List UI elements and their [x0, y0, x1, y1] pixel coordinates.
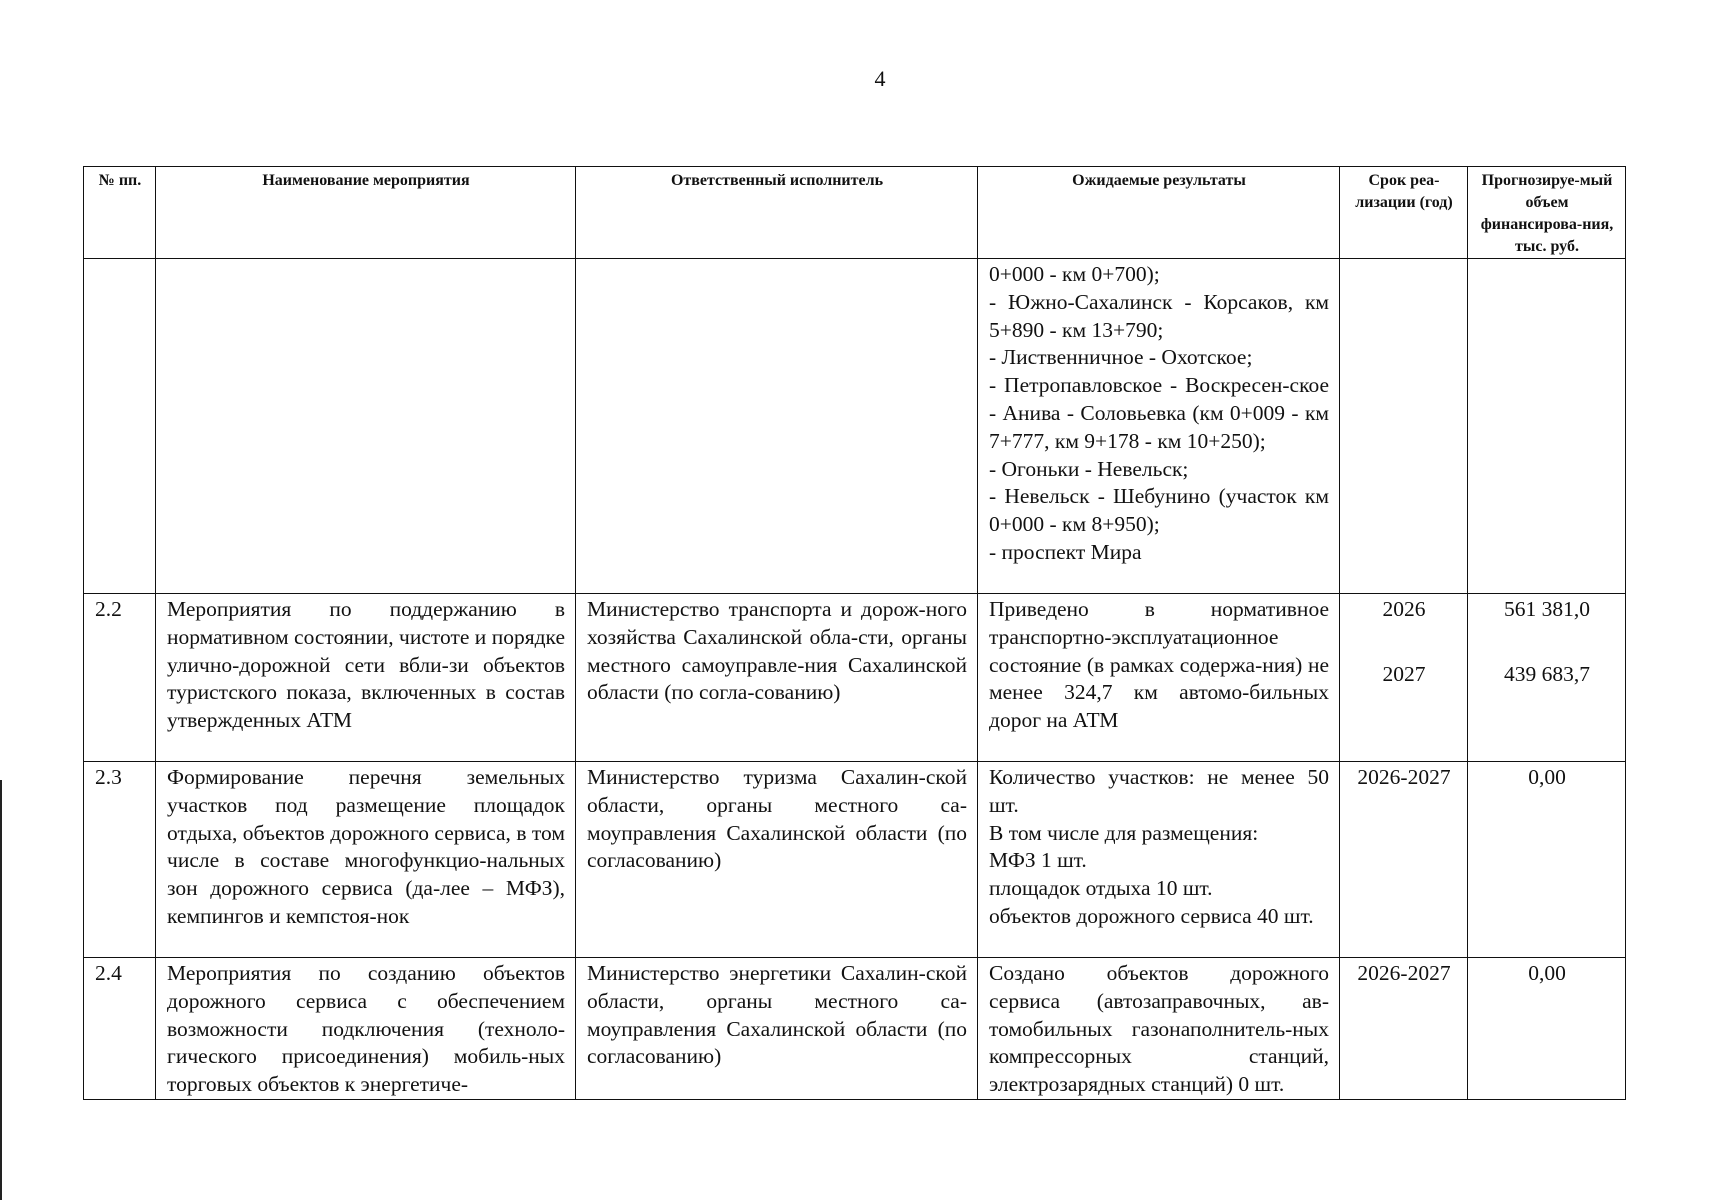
- cell-expected-results: [978, 762, 1340, 958]
- activities-table: [83, 166, 1626, 1100]
- table-row: [84, 259, 1626, 594]
- header-number: № пп.: [84, 167, 156, 259]
- cell-number: 2.3: [84, 762, 156, 958]
- cell-funding: [1468, 259, 1626, 594]
- cell-executor: Министерство туризма Сахалин-ской области, органы местного са-моуправления Сахалинской области (по согласованию): [576, 762, 978, 958]
- header-implementation-period: Срок реа-лизации (год): [1340, 167, 1468, 259]
- period-value: 2026: [1382, 597, 1426, 621]
- cell-activity-name: Мероприятия по созданию объектов дорожного сервиса с обеспечением возможности подключения (техноло-гического присоединения) мобиль-ных торговых объектов к энергетиче-: [156, 958, 576, 1100]
- scan-edge-line: [0, 780, 2, 1200]
- cell-period: [1340, 259, 1468, 594]
- cell-period: 2026-2027: [1340, 762, 1468, 958]
- table-row: [84, 594, 1626, 762]
- cell-period: [1340, 594, 1468, 762]
- result-line: объектов дорожного сервиса 40 шт.: [989, 903, 1314, 928]
- funding-value: 439 683,7: [1504, 661, 1590, 686]
- cell-funding: 0,00: [1468, 958, 1626, 1100]
- result-line: В том числе для размещения:: [989, 820, 1259, 845]
- cell-expected-results: [978, 259, 1340, 594]
- result-line: - Лиственничное - Охотское;: [989, 345, 1253, 370]
- result-line: - Невельск - Шебунино (участок км 0+000 - км 8+950);: [989, 484, 1329, 537]
- result-line: - Южно-Сахалинск - Корсаков, км 5+890 - км 13+790;: [989, 289, 1329, 342]
- header-activity-name: Наименование мероприятия: [156, 167, 576, 259]
- header-funding: Прогнозируе-мый объем финансирова-ния, тыс. руб.: [1468, 167, 1626, 259]
- result-line: - проспект Мира: [989, 539, 1142, 564]
- cell-activity-name: Формирование перечня земельных участков под размещение площадок отдыха, объектов дорожного сервиса, в том числе в составе многофункцио-нальных зон дорожного сервиса (да-лее – МФЗ), кемпингов и кемпстоя-нок: [156, 762, 576, 958]
- period-value: 2027: [1382, 661, 1426, 686]
- cell-activity-name: [156, 259, 576, 594]
- cell-expected-results: Создано объектов дорожного сервиса (автозаправочных, ав-томобильных газонаполнитель-ных компрессорных станций, электрозарядных станций) 0 шт.: [978, 958, 1340, 1100]
- cell-number: 2.4: [84, 958, 156, 1100]
- table-row: [84, 762, 1626, 958]
- cell-funding: [1468, 594, 1626, 762]
- cell-expected-results: Приведено в нормативное транспортно-эксплуатационное состояние (в рамках содержа-ния) не менее 324,7 км автомо-бильных дорог на АТМ: [978, 594, 1340, 762]
- cell-activity-name: Мероприятия по поддержанию в нормативном состоянии, чистоте и порядке улично-дорожной сети вбли-зи объектов туристского показа, включенных в состав утвержденных АТМ: [156, 594, 576, 762]
- header-expected-results: Ожидаемые результаты: [978, 167, 1340, 259]
- cell-funding: 0,00: [1468, 762, 1626, 958]
- result-line: - Огоньки - Невельск;: [989, 456, 1189, 481]
- result-line: - Петропавловское - Воскресен-ское - Анива - Соловьевка (км 0+009 - км 7+777, км 9+178 - км 10+250);: [989, 373, 1329, 453]
- page-number: 4: [874, 66, 886, 91]
- result-line: площадок отдыха 10 шт.: [989, 876, 1213, 901]
- cell-executor: Министерство транспорта и дорож-ного хозяйства Сахалинской обла-сти, органы местного самоуправле-ния Сахалинской области (по согла-сованию): [576, 594, 978, 762]
- table-header-row: [84, 167, 1626, 259]
- table-row: [84, 958, 1626, 1100]
- cell-executor: [576, 259, 978, 594]
- cell-executor: Министерство энергетики Сахалин-ской области, органы местного са-моуправления Сахалинской области (по согласованию): [576, 958, 978, 1100]
- cell-number: 2.2: [84, 594, 156, 762]
- result-line: Количество участков: не менее 50 шт.: [989, 765, 1329, 817]
- funding-value: 561 381,0: [1504, 597, 1590, 621]
- cell-period: 2026-2027: [1340, 958, 1468, 1100]
- result-line: МФЗ 1 шт.: [989, 848, 1087, 873]
- header-executor: Ответственный исполнитель: [576, 167, 978, 259]
- cell-number: [84, 259, 156, 594]
- result-line: 0+000 - км 0+700);: [989, 262, 1160, 286]
